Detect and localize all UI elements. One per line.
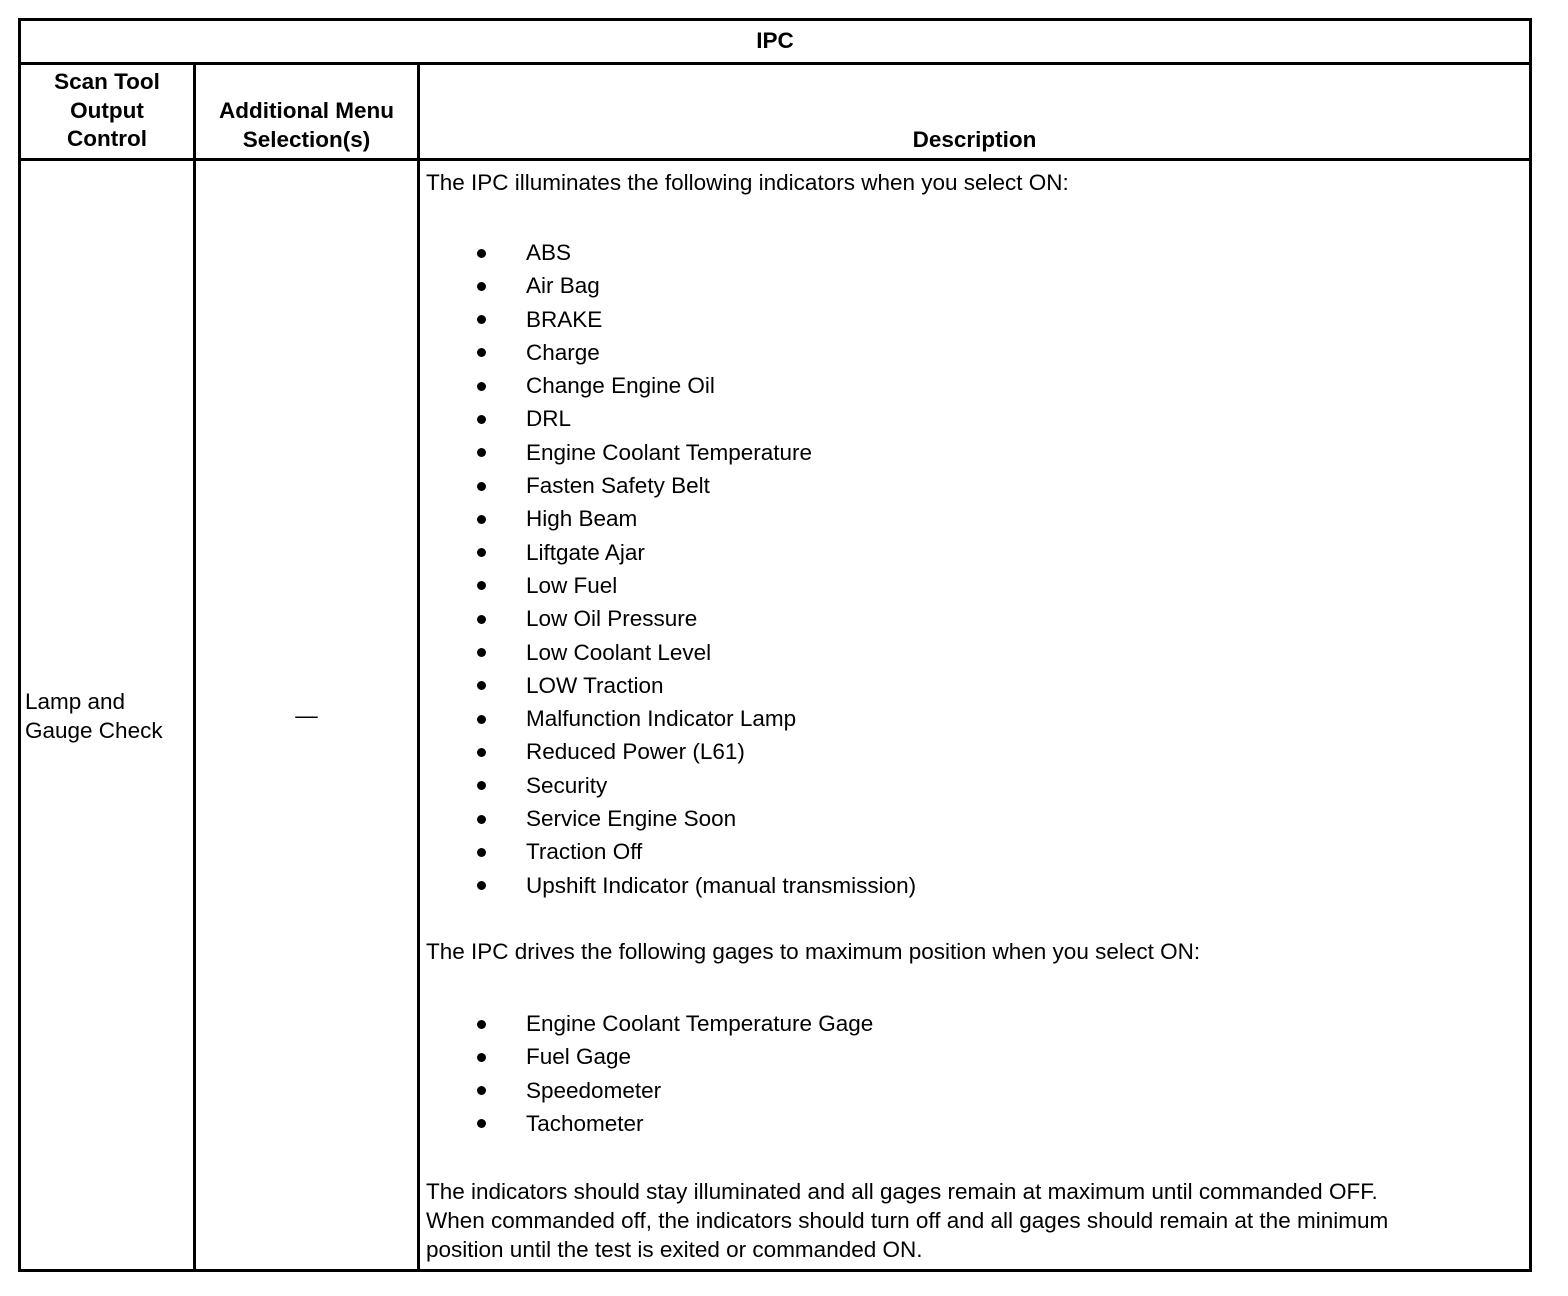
list-item-label: Liftgate Ajar (526, 539, 645, 565)
gage-list (426, 1007, 1521, 1140)
bullet-icon (477, 815, 486, 824)
list-item (426, 1107, 1521, 1140)
list-item (426, 402, 1521, 435)
list-item (426, 869, 1521, 902)
list-item-label: Engine Coolant Temperature (526, 439, 813, 465)
header-description: Description (912, 127, 1037, 152)
list-item-label: Upshift Indicator (manual transmission) (526, 872, 917, 898)
list-item-label: Speedometer (526, 1077, 662, 1103)
bullet-icon (477, 548, 486, 557)
list-item (426, 1007, 1521, 1040)
closing-line: position until the test is exited or commanded ON. (426, 1237, 923, 1262)
closing-line: The indicators should stay illuminated and all gages remain at maximum until commanded OFF. (426, 1179, 1378, 1204)
list-item (426, 469, 1521, 502)
header-line: Selection(s) (242, 126, 371, 152)
list-item (426, 835, 1521, 868)
list-item (426, 369, 1521, 402)
list-item-label: Fasten Safety Belt (526, 473, 710, 499)
list-item-label: High Beam (526, 506, 638, 532)
list-item-label: Malfunction Indicator Lamp (526, 706, 797, 732)
menu-selection-cell: — (295, 703, 318, 728)
list-item (426, 1074, 1521, 1107)
bullet-icon (477, 448, 486, 457)
bullet-icon (477, 249, 486, 258)
output-control-line: Gauge Check (25, 718, 163, 743)
list-item (426, 236, 1521, 269)
list-item (426, 336, 1521, 369)
list-item-label: Engine Coolant Temperature Gage (526, 1011, 874, 1036)
border-left (18, 18, 21, 1272)
list-item (426, 802, 1521, 835)
list-item-label: Change Engine Oil (526, 373, 715, 399)
list-item-label: Security (526, 772, 608, 798)
bullet-icon (477, 282, 486, 291)
bullet-icon (477, 1020, 486, 1029)
list-item (426, 636, 1521, 669)
list-item (426, 569, 1521, 602)
list-item (426, 1040, 1521, 1073)
list-item-label: Service Engine Soon (526, 806, 737, 832)
col-divider-1 (193, 62, 196, 1272)
description-intro: The IPC illuminates the following indicators when you select ON: (426, 170, 1069, 195)
bullet-icon (477, 581, 486, 590)
list-item-label: Tachometer (526, 1110, 644, 1136)
header-line: Scan Tool (54, 69, 160, 94)
bullet-icon (477, 1086, 486, 1095)
header-scan-tool-output-control (21, 68, 193, 154)
indicator-list (426, 236, 1521, 902)
closing-line: When commanded off, the indicators should turn off and all gages should remain at the minimum (426, 1208, 1389, 1233)
header-additional-menu-selections (196, 97, 417, 154)
bullet-icon (477, 848, 486, 857)
header-line: Control (67, 126, 147, 151)
list-item-label: Air Bag (526, 273, 600, 299)
bullet-icon (477, 382, 486, 391)
bullet-icon (477, 715, 486, 724)
list-item (426, 536, 1521, 569)
border-bottom (18, 1269, 1532, 1272)
list-item-label: Charge (526, 339, 600, 365)
list-item-label: DRL (526, 406, 572, 432)
list-item (426, 702, 1521, 735)
bullet-icon (477, 781, 486, 790)
bullet-icon (477, 748, 486, 757)
title-divider (18, 62, 1532, 65)
list-item-label: Low Fuel (526, 572, 618, 598)
border-top (18, 18, 1532, 21)
list-item (426, 502, 1521, 535)
list-item (426, 735, 1521, 768)
list-item-label: Low Coolant Level (526, 639, 712, 665)
bullet-icon (477, 648, 486, 657)
bullet-icon (477, 1119, 486, 1128)
bullet-icon (477, 615, 486, 624)
description-closing (426, 1177, 1521, 1264)
border-right (1529, 18, 1532, 1272)
bullet-icon (477, 482, 486, 491)
header-line: Output (70, 97, 144, 123)
output-control-cell (25, 687, 163, 745)
list-item-label: ABS (526, 240, 572, 265)
list-item-label: LOW Traction (526, 672, 664, 698)
list-item-label: Fuel Gage (526, 1044, 632, 1070)
bullet-icon (477, 1053, 486, 1062)
list-item-label: Reduced Power (L61) (526, 739, 745, 765)
list-item-label: Low Oil Pressure (526, 606, 698, 632)
list-item (426, 303, 1521, 336)
bullet-icon (477, 681, 486, 690)
list-item (426, 602, 1521, 635)
bullet-icon (477, 515, 486, 524)
list-item-label: Traction Off (526, 839, 643, 865)
list-item (426, 436, 1521, 469)
bullet-icon (477, 315, 486, 324)
gages-intro: The IPC drives the following gages to maximum position when you select ON: (426, 939, 1201, 964)
bullet-icon (477, 881, 486, 890)
output-control-line: Lamp and (25, 689, 126, 714)
header-divider (18, 158, 1532, 161)
col-divider-2 (417, 62, 420, 1272)
list-item (426, 769, 1521, 802)
table-title: IPC (756, 28, 794, 53)
list-item-label: BRAKE (526, 306, 603, 332)
bullet-icon (477, 415, 486, 424)
list-item (426, 669, 1521, 702)
header-line: Additional Menu (219, 98, 394, 123)
bullet-icon (477, 348, 486, 357)
list-item (426, 269, 1521, 302)
